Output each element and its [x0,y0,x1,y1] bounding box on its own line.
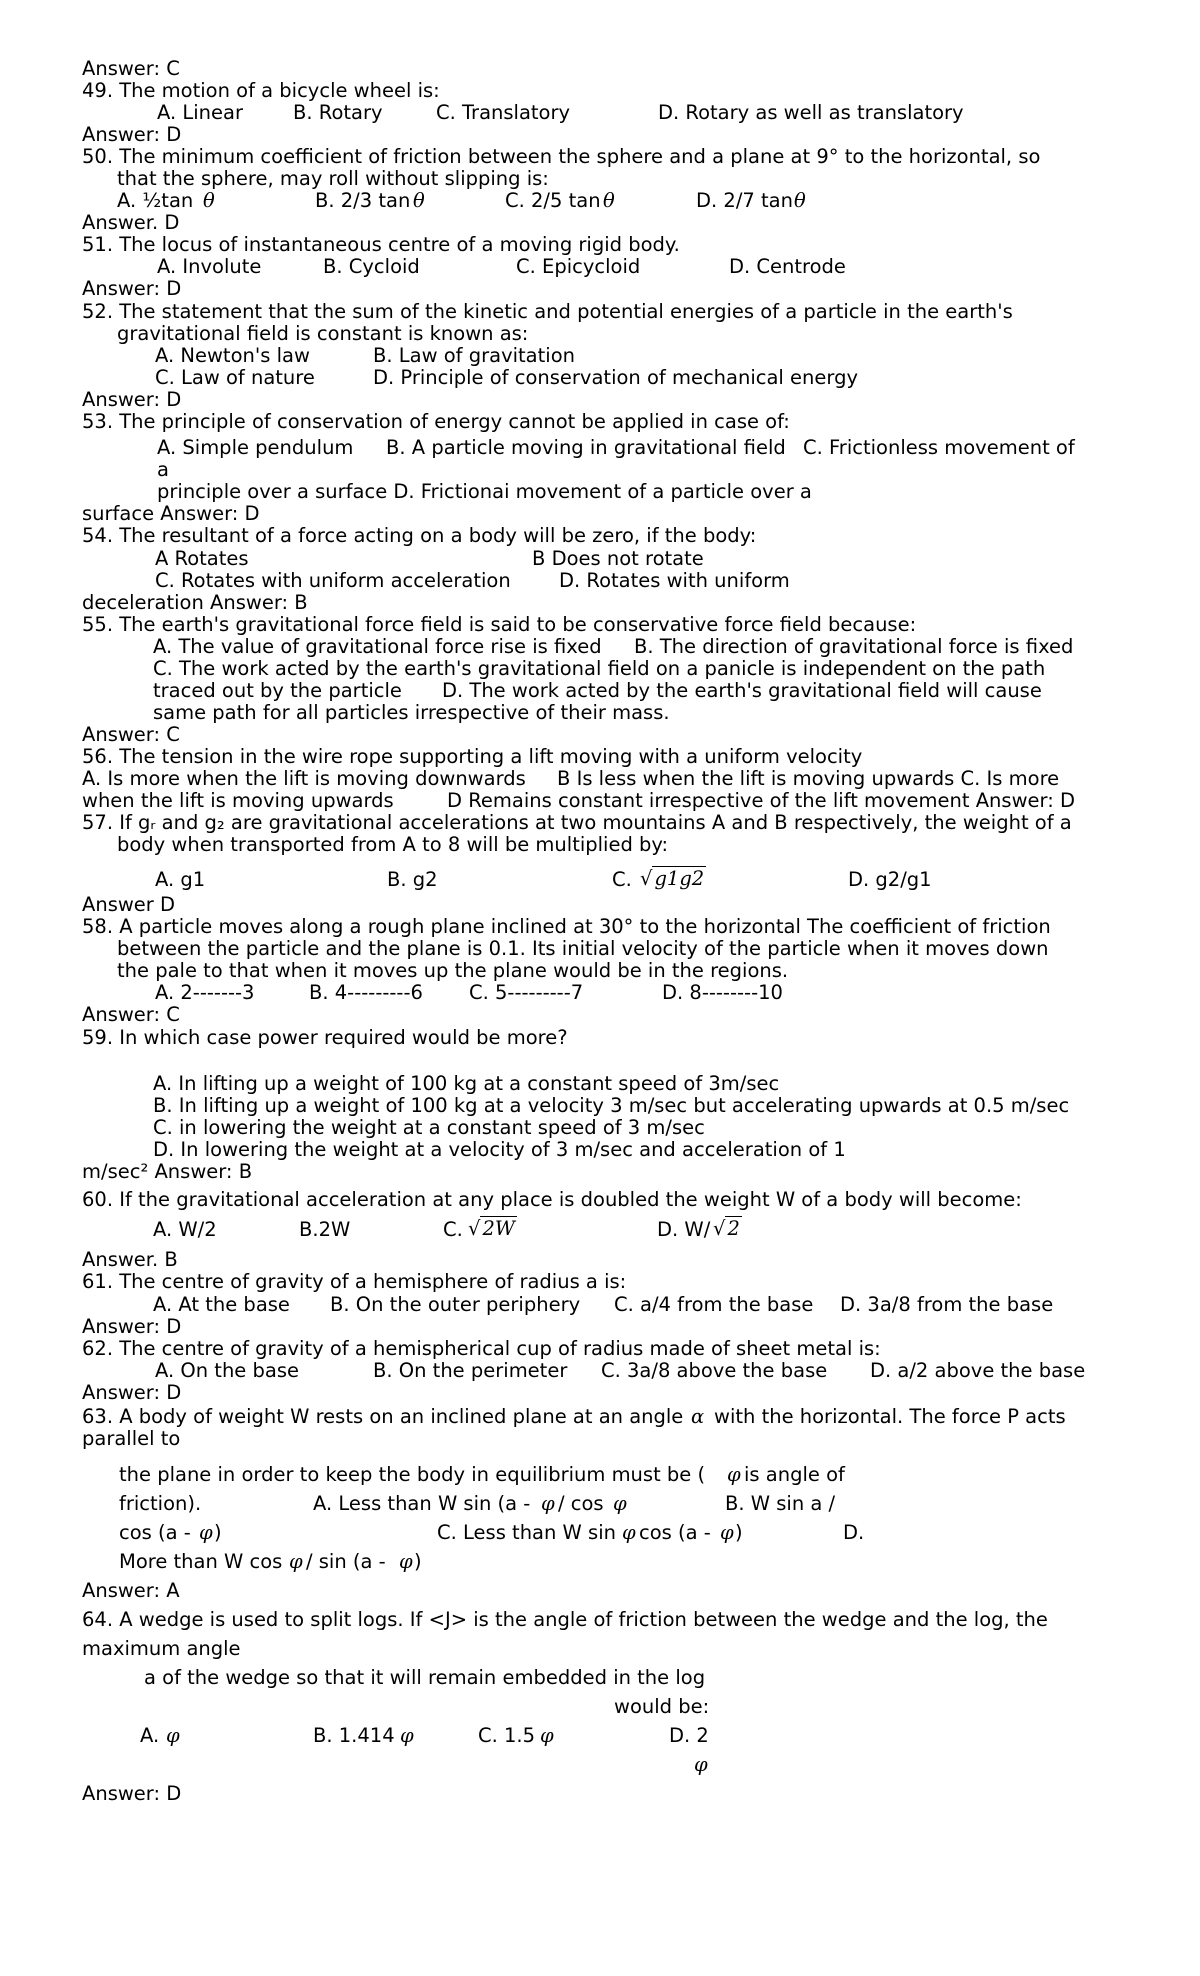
radicand: 2W [482,1217,515,1240]
text-line: ) [214,1521,222,1544]
text-line: B. A particle moving in gravitational field [386,436,786,459]
text-line: 55. The earth's gravitational force field is said to be conservative force field because: [82,613,917,636]
text-line: D. The work acted by the earth's gravitational field will cause [442,679,1042,702]
square-root-expression [640,866,706,890]
text-line: Answer: C [82,723,180,746]
text-line: parallel to [82,1427,181,1450]
math-symbol: φ [622,1521,636,1544]
text-line: traced out by the particle [153,679,402,702]
text-line: D. 8--------10 [662,981,783,1004]
text-line: same path for all particles irrespective of their mass. [153,701,670,724]
math-symbol: φ [166,1724,180,1747]
text-line: C. in lowering the weight at a constant speed of 3 m/sec [153,1116,705,1139]
text-line: A Rotates [155,547,249,570]
math-symbol: φ [720,1521,734,1544]
text-line: 62. The centre of gravity of a hemispherical cup of radius made of sheet metal is: [82,1337,881,1360]
text-line: D. Rotary as well as translatory [658,101,964,124]
text-line: A. [140,1724,160,1747]
text-line: C. 3a/8 above the base [601,1359,828,1382]
text-line: B.2W [299,1218,351,1241]
text-line: 57. If gᵣ and g₂ are gravitational accelerations at two mountains A and B respectively, the weight of a [82,811,1072,834]
text-line: the pale to that when it moves up the plane would be in the regions. [117,959,789,982]
text-line: 52. The statement that the sum of the kinetic and potential energies of a particle in the earth's [82,300,1013,323]
math-symbol: θ [794,189,806,212]
square-root-expression [713,1216,742,1240]
text-line: Answer: D [82,123,182,146]
text-line: Answer: C [82,57,180,80]
text-line: A. In lifting up a weight of 100 kg at a constant speed of 3m/sec [153,1072,780,1095]
text-line: body when transported from A to 8 will be multiplied by: [117,833,669,856]
text-line: C. [443,1218,463,1241]
text-line: 51. The locus of instantaneous centre of a moving rigid body. [82,233,680,256]
text-line: B. Law of gravitation [373,344,575,367]
text-line: A. At the base [153,1293,290,1316]
text-line: D. 3a/8 from the base [840,1293,1054,1316]
text-line: Answer. D [82,211,180,234]
text-line: C. Translatory [436,101,571,124]
math-symbol: θ [413,189,425,212]
math-symbol: φ [727,1463,741,1486]
text-line: C. Rotates with uniform acceleration [155,569,511,592]
text-line: C. Epicycloid [516,255,641,278]
text-line: Answer D [82,893,176,916]
text-line: 60. If the gravitational acceleration at any place is doubled the weight W of a body will become: [82,1188,1022,1211]
text-line: Answer: D [82,1782,182,1805]
text-line: B Is less when the lift is moving upwards C. Is more [557,767,1060,790]
math-symbol: φ [400,1724,414,1747]
text-line: ) [414,1550,422,1573]
math-symbol: θ [603,189,615,212]
math-symbol: φ [694,1753,708,1776]
text-line: cos (a - [639,1521,711,1544]
text-line: that the sphere, may roll without slipping is: [117,167,549,190]
text-line: A. W/2 [153,1218,217,1241]
text-line: deceleration Answer: B [82,591,308,614]
math-symbol: φ [399,1550,413,1573]
square-root-expression [468,1216,517,1240]
text-line: 53. The principle of conservation of energy cannot be applied in case of: [82,410,790,433]
text-line: More than W cos [119,1550,283,1573]
text-line: surface Answer: D [82,502,260,525]
text-line: Answer: C [82,1003,180,1026]
text-line: A. Is more when the lift is moving downwards [82,767,526,790]
text-line: C. The work acted by the earth's gravitational field on a panicle is independent on the path [153,657,1046,680]
text-line: C. Less than W sin [437,1521,616,1544]
math-symbol: α [691,1405,705,1428]
text-line: when the lift is moving upwards [82,789,394,812]
text-line: with the horizontal. The force P acts [714,1405,1066,1428]
text-line: D. 2/7 tan [696,189,793,212]
text-line: Answer: D [82,388,182,411]
text-line: 63. A body of weight W rests on an inclined plane at an angle [82,1405,684,1428]
text-line: is angle of [744,1463,845,1486]
text-line: between the particle and the plane is 0.1. Its initial velocity of the particle when it moves down [117,937,1049,960]
text-line: 64. A wedge is used to split logs. If <J> is the angle of friction between the wedge and the log, the [82,1608,1048,1631]
text-line: D. a/2 above the base [870,1359,1086,1382]
text-line: B. On the perimeter [373,1359,568,1382]
text-line: A. On the base [155,1359,299,1382]
text-line: B. Rotary [293,101,383,124]
text-line: A. Linear [157,101,243,124]
text-line: principle over a surface D. Frictionai movement of a particle over a [157,480,812,503]
text-line: A. The value of gravitational force rise is fixed [153,635,602,658]
text-line: cos (a - [119,1521,191,1544]
text-line: m/sec² Answer: B [82,1160,253,1183]
text-line: D. Rotates with uniform [559,569,790,592]
text-line: 59. In which case power required would be more? [82,1026,568,1049]
text-line: D. g2/g1 [848,868,932,891]
text-line: Answer. B [82,1248,178,1271]
text-line: maximum angle [82,1637,241,1660]
text-line: ) [735,1521,743,1544]
radical-sign-icon: √ [640,867,653,890]
text-line: C. 5---------7 [469,981,584,1004]
math-symbol: θ [203,189,215,212]
text-line: D. [843,1521,865,1544]
math-symbol: φ [289,1550,303,1573]
text-line: B. The direction of gravitational force is fixed [634,635,1074,658]
text-line: B. 4---------6 [309,981,423,1004]
math-symbol: φ [613,1492,627,1515]
text-line: 61. The centre of gravity of a hemisphere of radius a is: [82,1270,627,1293]
text-line: B. g2 [387,868,438,891]
math-symbol: φ [199,1521,213,1544]
text-line: B. 1.414 [313,1724,395,1747]
text-line: friction). [119,1492,202,1515]
text-line: D. 2 [669,1724,709,1747]
text-line: C. 1.5 [478,1724,536,1747]
text-line: a [157,458,169,481]
text-line: / cos [558,1492,604,1515]
text-line: / sin (a - [306,1550,386,1573]
text-line: C. 2/5 tan [505,189,601,212]
text-line: Answer: D [82,1381,182,1404]
text-line: 50. The minimum coefficient of friction between the sphere and a plane at 9° to the horizontal, so [82,145,1041,168]
text-line: B. Cycloid [323,255,420,278]
text-line: Answer: D [82,277,182,300]
text-line: A. Less than W sin (a - [313,1492,531,1515]
text-line: a of the wedge so that it will remain embedded in the log [144,1666,706,1689]
text-line: D Remains constant irrespective of the lift movement Answer: D [447,789,1075,812]
text-line: A. Simple pendulum [157,436,354,459]
text-line: would be: [614,1695,710,1718]
text-line: B. 2/3 tan [315,189,411,212]
text-line: B. In lifting up a weight of 100 kg at a velocity 3 m/sec but accelerating upwards at 0.5 m/sec [153,1094,1070,1117]
text-line: gravitational field is constant is known as: [117,322,529,345]
text-line: the plane in order to keep the body in equilibrium must be ( [119,1463,706,1486]
radicand: g1g2 [654,867,705,890]
text-line: C. a/4 from the base [614,1293,814,1316]
text-line: C. Law of nature [155,366,315,389]
text-line: B. On the outer periphery [330,1293,581,1316]
text-line: Answer: D [82,1315,182,1338]
text-line: A. ½tan [117,189,194,212]
text-line: A. 2-------3 [155,981,255,1004]
text-line: D. Centrode [729,255,846,278]
text-line: D. Principle of conservation of mechanical energy [373,366,858,389]
text-line: C. [612,868,632,891]
radical-sign-icon: √ [468,1217,481,1240]
text-line: Answer: A [82,1579,180,1602]
text-line: 58. A particle moves along a rough plane inclined at 30° to the horizontal The coefficient of friction [82,915,1051,938]
math-symbol: φ [541,1492,555,1515]
text-line: D. W/ [657,1218,711,1241]
text-line: A. g1 [155,868,206,891]
text-line: 56. The tension in the wire rope supporting a lift moving with a uniform velocity [82,745,863,768]
text-line: B Does not rotate [532,547,704,570]
radicand: 2 [727,1217,740,1240]
text-line: 49. The motion of a bicycle wheel is: [82,79,440,102]
text-line: D. In lowering the weight at a velocity of 3 m/sec and acceleration of 1 [153,1138,846,1161]
math-symbol: φ [540,1724,554,1747]
text-line: C. Frictionless movement of [803,436,1075,459]
text-line: 54. The resultant of a force acting on a body will be zero, if the body: [82,524,757,547]
radical-sign-icon: √ [713,1217,726,1240]
text-line: A. Newton's law [155,344,310,367]
text-line: B. W sin a / [725,1492,836,1515]
text-line: A. Involute [157,255,262,278]
